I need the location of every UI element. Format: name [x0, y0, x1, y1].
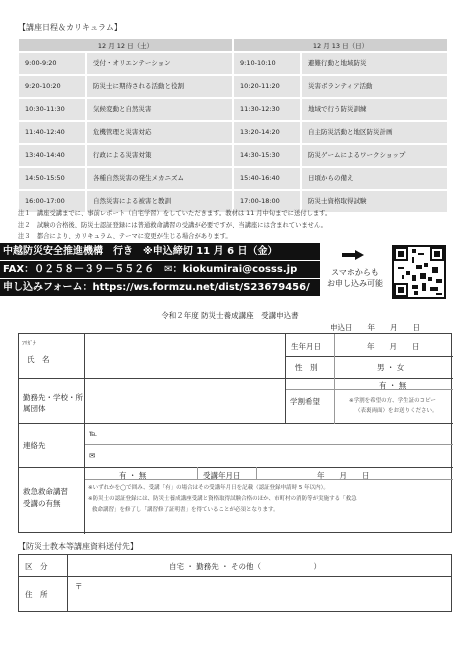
scholarship-label: 学割希望: [290, 397, 320, 406]
kubun-field[interactable]: 自宅 ・ 勤務先 ・ その他（ ）: [169, 562, 322, 571]
contact-label: 連絡先: [23, 441, 46, 450]
mobile-text: スマホからも: [331, 268, 379, 277]
qr-code[interactable]: [392, 245, 446, 299]
banner-line-1: 中越防災安全推進機構 行き ※申込締切 11 月 6 日（金）: [0, 243, 320, 260]
schedule-time: 11:30-12:30: [233, 98, 301, 121]
rescue-note-1: ※いずれかを◯で囲み、受講「有」の場合はその受講年月日を記載（認証登録申請時 5 年以内）。: [88, 485, 329, 491]
email-field[interactable]: [101, 446, 451, 465]
schedule-time: 9:10-10:10: [233, 52, 301, 75]
schedule-activity: 地域で行う防災訓練: [301, 98, 448, 121]
form-title: 令和２年度 防災士養成講座 受講申込書: [161, 311, 299, 320]
name-field[interactable]: [85, 335, 284, 377]
schedule-time: 9:20-10:20: [18, 75, 86, 98]
rescue-year-field[interactable]: 年 月 日: [317, 471, 370, 480]
postal-mark: 〒: [75, 582, 83, 591]
schedule-time: 10:20-11:20: [233, 75, 301, 98]
sex-field[interactable]: 男 ・ 女: [377, 363, 405, 372]
rescue-field[interactable]: 有 ・ 無: [119, 471, 147, 480]
schedule-notes: [18, 208, 331, 243]
schedule-activity: 防災ゲームによるワークショップ: [301, 144, 448, 167]
banner-line-2[interactable]: FAX：０２５８－３９－５５２６ ✉：kiokumirai@cosss.jp: [0, 261, 320, 278]
schedule-activity: 日頃からの備え: [301, 167, 448, 190]
arrow-right-icon: [342, 245, 364, 255]
schedule-activity: 自然災害による被害と教訓: [86, 190, 233, 213]
name-label: 氏 名: [27, 355, 50, 364]
schedule-time: 13:40-14:40: [18, 144, 86, 167]
note-2: 注２ 試験の合格後、防災士認証登録には普通救命講習の受講が必要ですが、当講座には含まれていません。: [18, 221, 327, 229]
mobile-text-2: お申し込み可能: [327, 279, 383, 288]
schedule-time: 17:00-18:00: [233, 190, 301, 213]
schedule-time: 13:20-14:20: [233, 121, 301, 144]
schedule-activity: 危機管理と災害対応: [86, 121, 233, 144]
schedule-activity: 防災士資格取得試験: [301, 190, 448, 213]
apply-date[interactable]: 申込日 年 月 日: [330, 323, 420, 332]
banner-line-3[interactable]: 申し込みフォーム：https://ws.formzu.net/dist/S23679456/: [0, 279, 320, 296]
birth-field[interactable]: 年 月 日: [367, 342, 420, 351]
schedule-row: [18, 121, 448, 144]
schedule-activity: 行政による災害対策: [86, 144, 233, 167]
schedule-time: 14:50-15:50: [18, 167, 86, 190]
org-field[interactable]: [85, 379, 284, 423]
phone-icon: ℡: [89, 429, 98, 438]
schedule-row: [18, 144, 448, 167]
schedule-row: [18, 98, 448, 121]
schedule-activity: 避難行動と地域防災: [301, 52, 448, 75]
application-form: [18, 333, 452, 533]
schedule-time: 14:30-15:30: [233, 144, 301, 167]
scholarship-field[interactable]: 有 ・ 無: [379, 381, 407, 390]
schedule-activity: 受付・オリエンテーション: [86, 52, 233, 75]
contact-banner: [0, 243, 460, 299]
schedule-row: [18, 167, 448, 190]
schedule-activity: 自主防災活動と地区防災計画: [301, 121, 448, 144]
schedule-activity: 各種自然災害の発生メカニズム: [86, 167, 233, 190]
send-title: 【防災士教本等講座資料送付先】: [18, 542, 138, 551]
schedule-row: [18, 52, 448, 75]
scholarship-note-1: ※学割を希望の方、学生証のコピー: [349, 398, 436, 404]
schedule-time: 10:30-11:30: [18, 98, 86, 121]
furigana-label: ﾌﾘｶﾞﾅ: [22, 341, 36, 347]
note-3: 注３ 都合により、カリキュラム、テーマに変更が生じる場合があります。: [18, 233, 232, 240]
scholarship-note-2: （表裏両面）をお送りください。: [355, 408, 438, 414]
birth-label: 生年月日: [291, 342, 321, 351]
schedule-table: [18, 38, 448, 213]
rescue-label-2: 受講の有無: [23, 499, 61, 508]
schedule-activity: 防災士に期待される活動と役割: [86, 75, 233, 98]
rescue-note-3: 救命講習」を修了し「講習修了証明書」を得ていることが必須となります。: [92, 507, 279, 513]
send-table: [18, 554, 452, 612]
note-1: 注１ 講座受講までに、事前レポート（自宅学習）をしていただきます。教材は 11 月中旬までに送付します。: [18, 210, 332, 217]
schedule-time: 9:00-9:20: [18, 52, 86, 75]
schedule-activity: 気候変動と自然災害: [86, 98, 233, 121]
mail-icon: ✉: [89, 451, 96, 460]
rescue-year-label: 受講年月日: [203, 471, 241, 480]
sex-label: 性 別: [295, 363, 318, 372]
address-field[interactable]: [89, 578, 449, 610]
schedule-time: 16:00-17:00: [18, 190, 86, 213]
schedule-time: 11:40-12:40: [18, 121, 86, 144]
kubun-label: 区 分: [25, 562, 48, 571]
schedule-activity: 災害ボランティア活動: [301, 75, 448, 98]
rescue-note-2: ※防災士の認証登録には、防災士養成講座受講と資格取得試験合格のほか、市町村の消防等が実施する「救急: [88, 496, 357, 502]
org-label: 勤務先・学校・所属団体: [23, 393, 83, 413]
day2-header: 12 月 13 日（日）: [233, 38, 448, 52]
rescue-label: 救急救命講習: [23, 487, 68, 496]
phone-field[interactable]: [101, 424, 451, 443]
schedule-title: 【講座日程＆カリキュラム】: [18, 23, 122, 32]
address-label: 住 所: [25, 590, 48, 599]
schedule-time: 15:40-16:40: [233, 167, 301, 190]
day1-header: 12 月 12 日（土）: [18, 38, 233, 52]
schedule-row: [18, 75, 448, 98]
